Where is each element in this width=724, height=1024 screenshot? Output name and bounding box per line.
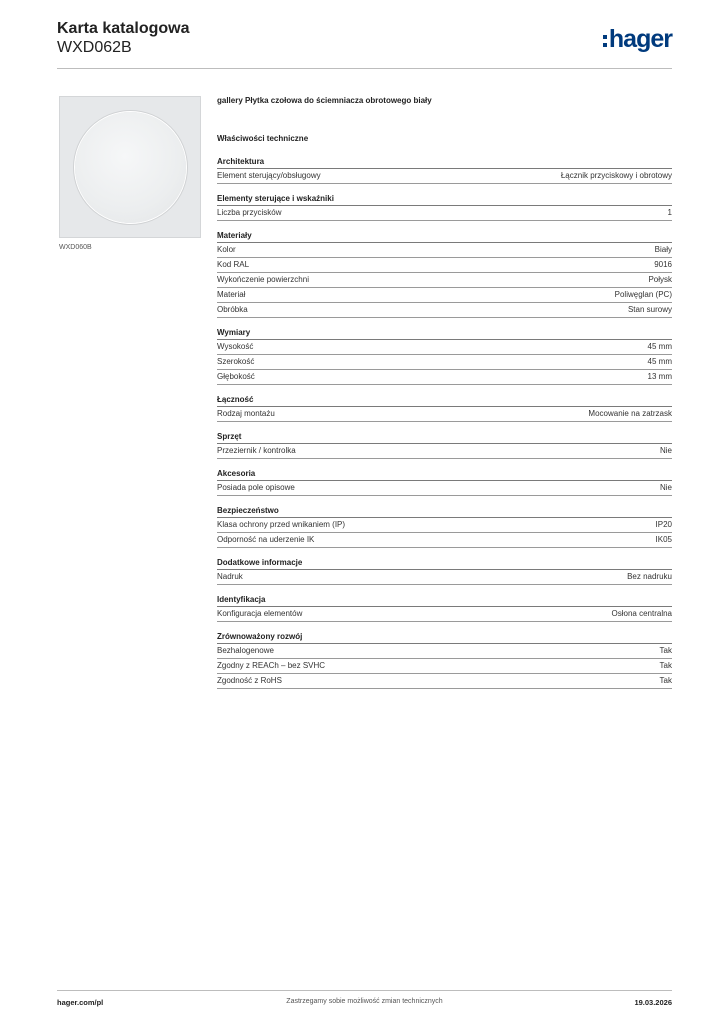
spec-label: Rodzaj montażu [217,409,275,418]
spec-value: Połysk [648,275,672,284]
spec-row [217,243,672,258]
spec-section [217,594,672,622]
properties-title: Właściwości techniczne [217,134,309,143]
section-title: Identyfikacja [217,594,672,607]
spec-row [217,518,672,533]
spec-label: Odporność na uderzenie IK [217,535,315,544]
logo-text: hager [608,24,672,53]
spec-value: Łącznik przyciskowy i obrotowy [560,171,672,180]
spec-label: Głębokość [217,372,255,381]
spec-row [217,481,672,496]
spec-row [217,659,672,674]
spec-section [217,557,672,585]
logo-dots-icon [603,35,607,47]
spec-row [217,570,672,585]
spec-section [217,431,672,459]
spec-value: Mocowanie na zatrzask [588,409,672,418]
footer-date: 19.03.2026 [634,998,672,1007]
dimmer-knob-illustration [75,112,186,223]
spec-row [217,370,672,385]
header-divider [57,68,672,69]
spec-section [217,230,672,318]
spec-label: Wykończenie powierzchni [217,275,309,284]
spec-label: Kolor [217,245,236,254]
section-title: Bezpieczeństwo [217,505,672,518]
spec-label: Bezhalogenowe [217,646,274,655]
spec-value: IP20 [655,520,672,529]
spec-row [217,273,672,288]
spec-content [217,96,672,698]
spec-section [217,193,672,221]
spec-value: Stan surowy [627,305,672,314]
spec-label: Nadruk [217,572,243,581]
spec-label: Kod RAL [217,260,250,269]
page-header [57,20,672,70]
spec-label: Szerokość [217,357,255,366]
section-title: Elementy sterujące i wskaźniki [217,193,672,206]
spec-value: Poliwęglan (PC) [614,290,672,299]
spec-value: Nie [659,483,672,492]
footer-website[interactable]: hager.com/pl [57,998,104,1007]
product-name: gallery Płytka czołowa do ściemniacza obrotowego biały [217,96,432,105]
spec-row [217,206,672,221]
spec-row [217,533,672,548]
spec-row [217,169,672,184]
spec-section [217,505,672,548]
spec-label: Zgodny z REACh – bez SVHC [217,661,326,670]
spec-value: Tak [659,646,672,655]
spec-row [217,355,672,370]
spec-row [217,444,672,459]
section-title: Dodatkowe informacje [217,557,672,570]
spec-row [217,303,672,318]
spec-value: Tak [659,676,672,685]
spec-label: Element sterujący/obsługowy [217,171,321,180]
spec-value: Nie [659,446,672,455]
spec-value: 13 mm [647,372,672,381]
document-title: Karta katalogowa [57,20,190,37]
product-code: WXD062B [57,39,132,56]
hager-logo [603,24,672,54]
image-caption: WXD060B [59,244,92,251]
spec-value: IK05 [655,535,672,544]
spec-label: Zgodność z RoHS [217,676,282,685]
spec-label: Materiał [217,290,246,299]
spec-label: Obróbka [217,305,248,314]
spec-value: 45 mm [647,357,672,366]
spec-section [217,394,672,422]
spec-value: 45 mm [647,342,672,351]
spec-label: Wysokość [217,342,254,351]
spec-section [217,631,672,689]
spec-label: Liczba przycisków [217,208,282,217]
spec-row [217,340,672,355]
section-title: Wymiary [217,327,672,340]
spec-value: Osłona centralna [611,609,672,618]
spec-value: Tak [659,661,672,670]
spec-value: 9016 [654,260,672,269]
page-footer [57,990,672,1008]
spec-row [217,644,672,659]
spec-row [217,407,672,422]
spec-value: Bez nadruku [627,572,672,581]
spec-value: Biały [654,245,672,254]
spec-sections [217,156,672,689]
spec-row [217,607,672,622]
spec-label: Konfiguracja elementów [217,609,303,618]
section-title: Zrównoważony rozwój [217,631,672,644]
section-title: Materiały [217,230,672,243]
product-image [59,96,201,238]
spec-row [217,674,672,689]
footer-disclaimer: Zastrzegamy sobie możliwość zmian technicznych [286,998,443,1005]
section-title: Architektura [217,156,672,169]
spec-section [217,327,672,385]
spec-value: 1 [667,208,672,217]
spec-label: Klasa ochrony przed wnikaniem (IP) [217,520,346,529]
spec-section [217,156,672,184]
section-title: Akcesoria [217,468,672,481]
spec-label: Przeziernik / kontrolka [217,446,296,455]
section-title: Łączność [217,394,672,407]
spec-section [217,468,672,496]
spec-label: Posiada pole opisowe [217,483,295,492]
section-title: Sprzęt [217,431,672,444]
spec-row [217,258,672,273]
spec-row [217,288,672,303]
